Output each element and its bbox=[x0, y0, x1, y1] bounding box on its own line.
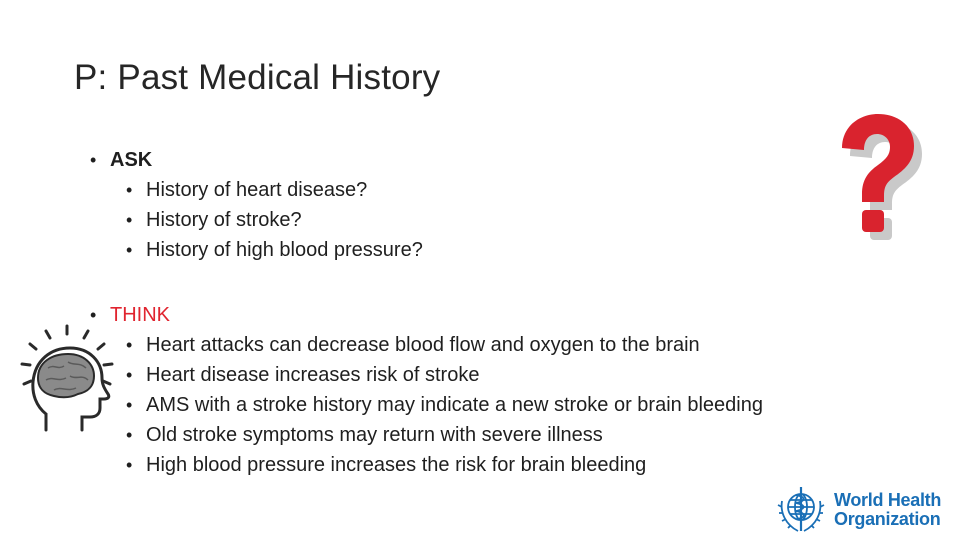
think-section bbox=[90, 300, 763, 480]
bullet: • bbox=[126, 210, 133, 230]
think-item-text: Heart disease increases risk of stroke bbox=[146, 364, 480, 386]
bullet: • bbox=[126, 395, 133, 415]
list-item bbox=[126, 175, 423, 205]
list-item bbox=[126, 330, 763, 360]
think-item-text: High blood pressure increases the risk for brain bleeding bbox=[146, 454, 647, 476]
who-name-line1: World Health bbox=[834, 490, 942, 510]
ask-item-text: History of high blood pressure? bbox=[146, 239, 423, 261]
ask-heading: ASK bbox=[110, 149, 153, 171]
think-item-text: Old stroke symptoms may return with severe illness bbox=[146, 424, 603, 446]
list-item bbox=[126, 360, 763, 390]
list-item bbox=[126, 235, 423, 265]
think-heading-row bbox=[90, 300, 763, 330]
ask-list bbox=[126, 175, 423, 265]
who-logo bbox=[772, 482, 954, 538]
who-wordmark bbox=[834, 491, 941, 529]
question-mark-icon bbox=[828, 110, 924, 246]
bullet: • bbox=[90, 305, 97, 325]
think-heading: THINK bbox=[110, 304, 170, 326]
slide-title: P: Past Medical History bbox=[74, 58, 441, 97]
bullet: • bbox=[126, 425, 133, 445]
ask-section bbox=[90, 145, 423, 265]
ask-heading-row bbox=[90, 145, 423, 175]
think-item-text: AMS with a stroke history may indicate a new stroke or brain bleeding bbox=[146, 394, 763, 416]
list-item bbox=[126, 205, 423, 235]
bullet: • bbox=[126, 240, 133, 260]
bullet: • bbox=[126, 455, 133, 475]
ask-item-text: History of stroke? bbox=[146, 209, 302, 231]
list-item bbox=[126, 450, 763, 480]
think-item-text: Heart attacks can decrease blood flow and oxygen to the brain bbox=[146, 334, 700, 356]
bullet: • bbox=[126, 335, 133, 355]
think-list bbox=[126, 330, 763, 480]
ask-item-text: History of heart disease? bbox=[146, 179, 368, 201]
who-emblem-icon bbox=[772, 481, 830, 539]
bullet: • bbox=[126, 180, 133, 200]
who-name-line2: Organization bbox=[834, 509, 941, 529]
thinking-head-icon bbox=[18, 322, 116, 440]
bullet: • bbox=[126, 365, 133, 385]
list-item bbox=[126, 420, 763, 450]
list-item bbox=[126, 390, 763, 420]
bullet: • bbox=[90, 150, 97, 170]
